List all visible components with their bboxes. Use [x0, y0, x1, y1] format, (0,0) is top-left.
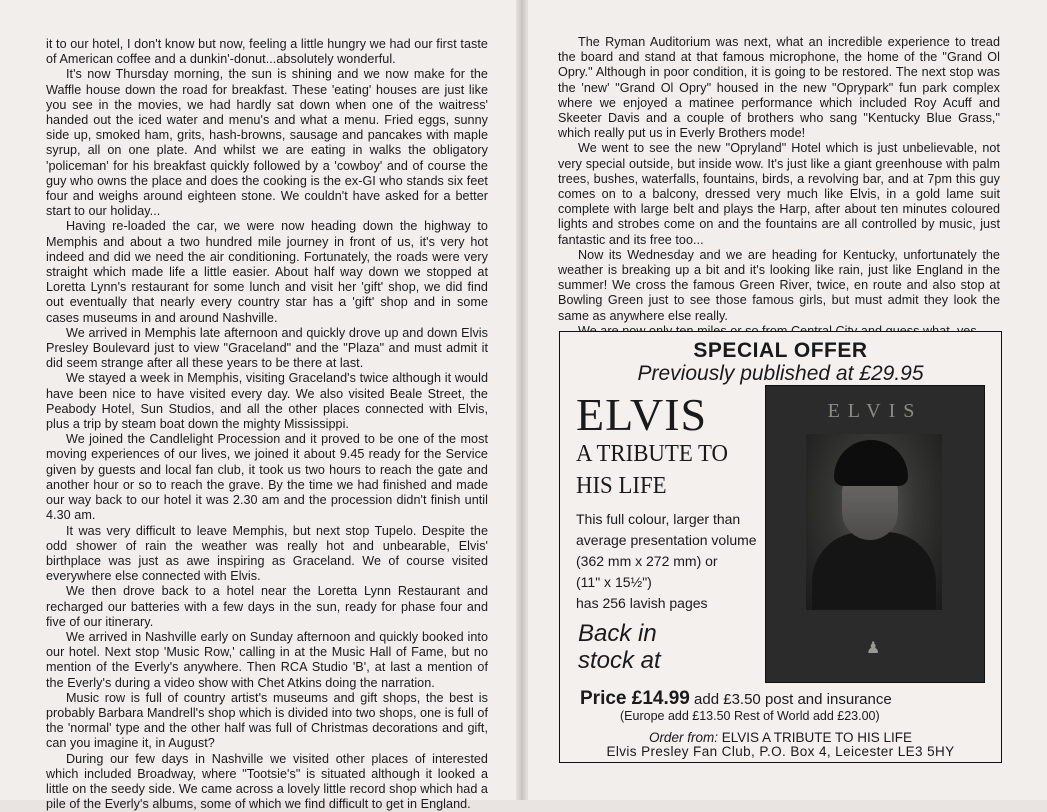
page-gutter	[516, 0, 528, 800]
book-description	[576, 509, 766, 614]
elvis-portrait-photo	[806, 434, 942, 610]
book-title: ELVIS	[576, 389, 708, 440]
overseas-postage: (Europe add £13.50 Rest of World add £23.00)	[620, 709, 880, 723]
back-in-stock-line: Back in	[578, 620, 657, 647]
description-line: This full colour, larger than	[576, 511, 741, 527]
ad-previous-price: Previously published at £29.95	[637, 362, 924, 385]
price: Price £14.99	[580, 688, 690, 709]
price-postage: add £3.50 post and insurance	[694, 691, 892, 708]
paragraph: Music row is full of country artist's museums and gift shops, the best is probably Barbara Mandrell's shop which is divided into two shops, one is full of the 'normal' type and the other half was full of Christmas decorations and gift, can you imagine it, in August?	[46, 690, 488, 751]
order-label: Order from:	[648, 730, 718, 745]
right-article-column	[558, 35, 1000, 339]
ad-heading: SPECIAL OFFER	[693, 339, 868, 362]
paragraph: During our few days in Nashville we visited other places of interested which included Broadway, where "Tootsie's" is situated although it looked a little on the seedy side. We came across a lovely little record shop which had a pile of the Everly's albums, some of which we find difficult to get in England.	[46, 751, 488, 812]
paragraph: The Ryman Auditorium was next, what an incredible experience to tread the board and stand at that famous microphone, the home of the "Grand Ol Opry." Although in poor condition, it is going to be restored. The next stop was the 'new' "Grand Ol Opry" housed in the new "Oprypark" fun park complex where we enjoyed a matinee performance which included Roy Acuff and Skeeter Davis and a couple of brothers who sang "Kentucky Blue Grass," which really put us in Everly Brothers mode!	[558, 35, 1000, 141]
description-line: average presentation volume	[576, 532, 757, 548]
paragraph: We arrived in Nashville early on Sunday afternoon and quickly booked into our hotel. Next stop 'Music Row,' calling in at the Music Hall of Fame, but no mention of the Everly's anywhere. Then RCA Studio 'B', at last a mention of the Everly's during a video show with Chet Atkins doing the narration.	[46, 629, 488, 690]
paragraph: We joined the Candlelight Procession and it proved to be one of the most moving experiences of our lives, we joined it about 9.45 ready for the Service given by guests and local fan club, it took us two hours to reach the gate and another hour or so to reach the grave. By the time we had finished and made our way back to our hotel it was 2.30 am and the procession didn't finish until 4.30 am.	[46, 432, 488, 523]
description-line: has 256 lavish pages	[576, 595, 708, 611]
cover-emblem-icon: ♟	[866, 640, 881, 657]
paragraph: We went to see the new "Opryland" Hotel which is just unbelievable, not very special outside, but inside wow. It's just like a giant greenhouse with palm trees, bushes, waterfalls, fountains, birds, a revolving bar, and at 7pm this guy comes on to a balcony, dressed very much like Elvis, in a gold lame suit complete with large belt and plays the Harp, after about ten minutes coloured lights and strobes come on and the fountains are all controlled by music, just fantastic and its free too...	[558, 141, 1000, 247]
back-in-stock	[578, 620, 661, 674]
description-line: (11" x 15½")	[576, 574, 652, 590]
paragraph: We arrived in Memphis late afternoon and quickly drove up and down Elvis Presley Boulevard just to view "Graceland" and the "Plaza" and must admit it did seem strange after all these years to be there at last.	[46, 325, 488, 371]
book-subtitle	[576, 438, 728, 502]
cover-title: ELVIS	[827, 400, 923, 422]
paragraph: Having re-loaded the car, we were now heading down the highway to Memphis and about a two hundred mile journey in front of us, it's very hot indeed and did we need the air conditioning. Fortunately, the roads were very straight which made life a little easier. About half way down we stopped at Loretta Lynn's restaurant for some lunch and visit her 'gift' shop, we did find out eventually that nearly every country star has a 'gift' shop and in some cases museums in and around Nashville.	[46, 219, 488, 325]
paragraph: We stayed a week in Memphis, visiting Graceland's twice although it would have been nice to have visited every day. We also visited Beale Street, the Peabody Hotel, Sun Studios, and all the other places connected with Elvis, plus a trip by steam boat down the mighty Mississippi.	[46, 371, 488, 432]
special-offer-advert	[559, 331, 1002, 763]
portrait-shoulders	[812, 532, 936, 610]
book-subtitle-line: A TRIBUTE TO	[576, 441, 729, 467]
paragraph: We then drove back to a hotel near the Loretta Lynn Restaurant and recharged our batteries with a few days in the sun, ready for phase four and five of our itinerary.	[46, 584, 488, 629]
price-line	[580, 688, 990, 710]
book-cover-image	[765, 385, 985, 683]
left-article-column	[46, 37, 488, 812]
paragraph: It's now Thursday morning, the sun is shining and we now make for the Waffle house down the road for breakfast. These 'eating' houses are just like you see in the movies, we had hardly sat down when one of the waitress' handed out the iced water and menu's and what a menu. Fried eggs, sunny side up, smoked ham, grits, hash-browns, sausage and pancakes with maple syrup, all on one plate. And whilst we are eating in walks the obligatory 'policeman' for his breakfast quickly followed by a 'cowboy' and of course the guy who owns the place and does the cooking is the ex-GI who stands six feet four and weighs around eighteen stone. We couldn't have asked for a better start to our holiday...	[46, 67, 488, 219]
paragraph: it to our hotel, I don't know but now, feeling a little hungry we had our first taste of American coffee and a dunkin'-donut...absolutely wonderful.	[46, 37, 488, 67]
description-line: (362 mm x 272 mm) or	[576, 553, 718, 569]
order-address: Elvis Presley Fan Club, P.O. Box 4, Leicester LE3 5HY	[606, 744, 955, 759]
back-in-stock-line: stock at	[578, 647, 661, 674]
paragraph: Now its Wednesday and we are heading for Kentucky, unfortunately the weather is breaking up a bit and it's looking like rain, just like England in the summer! We cross the famous Green River, twice, en route and also stop at Bowling Green just to see those famous girls, but must admit they look the same as anywhere else really.	[558, 247, 1000, 323]
portrait-hair	[834, 440, 908, 486]
order-item: ELVIS A TRIBUTE TO HIS LIFE	[721, 730, 913, 745]
book-subtitle-line: HIS LIFE	[576, 473, 667, 499]
paragraph: It was very difficult to leave Memphis, but next stop Tupelo. Despite the odd shower of rain the weather was really hot and unbearable, Elvis' birthplace was just as awe inspiring as Graceland. We of course visited everywhere else connected with Elvis.	[46, 523, 488, 584]
